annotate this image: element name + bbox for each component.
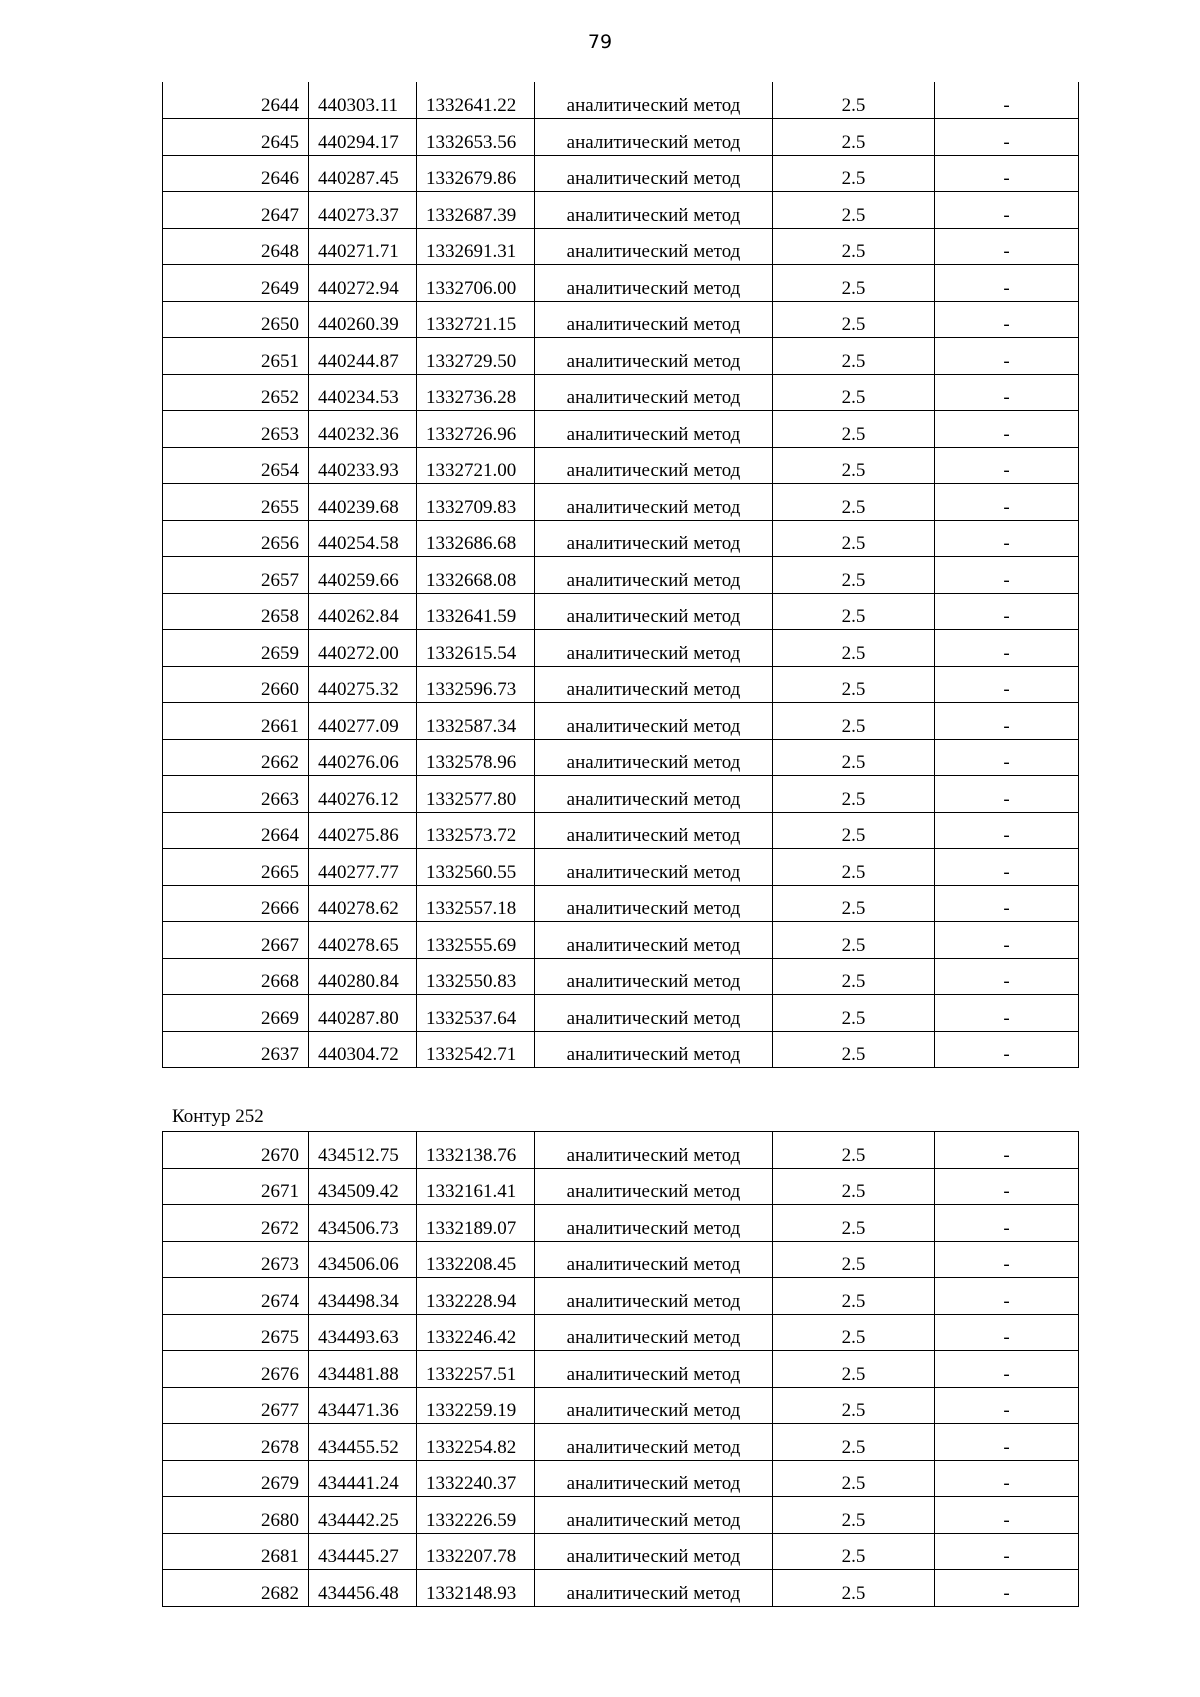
coordinates-table-continued [162,82,1079,1068]
table-row [163,1460,1079,1497]
point-number-cell: 2671 [163,1168,309,1205]
table-row [163,228,1079,265]
x-coordinate-cell: 434506.73 [309,1205,417,1242]
accuracy-cell: 2.5 [773,922,935,959]
method-cell: аналитический метод [535,374,773,411]
x-coordinate-cell: 440234.53 [309,374,417,411]
y-coordinate-cell: 1332729.50 [417,338,535,375]
method-cell: аналитический метод [535,1460,773,1497]
method-cell: аналитический метод [535,265,773,302]
y-coordinate-cell: 1332615.54 [417,630,535,667]
method-cell: аналитический метод [535,82,773,119]
x-coordinate-cell: 434512.75 [309,1132,417,1169]
table-row [163,484,1079,521]
accuracy-cell: 2.5 [773,155,935,192]
y-coordinate-cell: 1332138.76 [417,1132,535,1169]
note-cell: - [935,1031,1079,1068]
point-number-cell: 2676 [163,1351,309,1388]
x-coordinate-cell: 440259.66 [309,557,417,594]
point-number-cell: 2650 [163,301,309,338]
method-cell: аналитический метод [535,484,773,521]
point-number-cell: 2661 [163,703,309,740]
method-cell: аналитический метод [535,1132,773,1169]
table-row [163,922,1079,959]
point-number-cell: 2652 [163,374,309,411]
method-cell: аналитический метод [535,1424,773,1461]
point-number-cell: 2644 [163,82,309,119]
y-coordinate-cell: 1332555.69 [417,922,535,959]
note-cell: - [935,703,1079,740]
point-number-cell: 2672 [163,1205,309,1242]
table-row [163,995,1079,1032]
method-cell: аналитический метод [535,630,773,667]
point-number-cell: 2666 [163,885,309,922]
y-coordinate-cell: 1332257.51 [417,1351,535,1388]
x-coordinate-cell: 440262.84 [309,593,417,630]
table-row [163,593,1079,630]
note-cell: - [935,520,1079,557]
note-cell: - [935,1387,1079,1424]
note-cell: - [935,666,1079,703]
accuracy-cell: 2.5 [773,1387,935,1424]
point-number-cell: 2637 [163,1031,309,1068]
y-coordinate-cell: 1332726.96 [417,411,535,448]
accuracy-cell: 2.5 [773,1460,935,1497]
table-row [163,1424,1079,1461]
note-cell: - [935,1460,1079,1497]
y-coordinate-cell: 1332542.71 [417,1031,535,1068]
y-coordinate-cell: 1332560.55 [417,849,535,886]
note-cell: - [935,885,1079,922]
y-coordinate-cell: 1332226.59 [417,1497,535,1534]
x-coordinate-cell: 434481.88 [309,1351,417,1388]
y-coordinate-cell: 1332721.15 [417,301,535,338]
note-cell: - [935,484,1079,521]
note-cell: - [935,1497,1079,1534]
y-coordinate-cell: 1332578.96 [417,739,535,776]
accuracy-cell: 2.5 [773,228,935,265]
accuracy-cell: 2.5 [773,1168,935,1205]
point-number-cell: 2680 [163,1497,309,1534]
method-cell: аналитический метод [535,922,773,959]
method-cell: аналитический метод [535,885,773,922]
accuracy-cell: 2.5 [773,666,935,703]
x-coordinate-cell: 434498.34 [309,1278,417,1315]
point-number-cell: 2674 [163,1278,309,1315]
y-coordinate-cell: 1332207.78 [417,1533,535,1570]
method-cell: аналитический метод [535,228,773,265]
note-cell: - [935,776,1079,813]
x-coordinate-cell: 440276.12 [309,776,417,813]
point-number-cell: 2660 [163,666,309,703]
accuracy-cell: 2.5 [773,301,935,338]
method-cell: аналитический метод [535,447,773,484]
x-coordinate-cell: 434442.25 [309,1497,417,1534]
note-cell: - [935,1570,1079,1607]
table-row [163,1351,1079,1388]
x-coordinate-cell: 440278.62 [309,885,417,922]
table-row [163,192,1079,229]
x-coordinate-cell: 440232.36 [309,411,417,448]
x-coordinate-cell: 440303.11 [309,82,417,119]
point-number-cell: 2655 [163,484,309,521]
accuracy-cell: 2.5 [773,958,935,995]
point-number-cell: 2649 [163,265,309,302]
accuracy-cell: 2.5 [773,82,935,119]
method-cell: аналитический метод [535,703,773,740]
method-cell: аналитический метод [535,812,773,849]
x-coordinate-cell: 440239.68 [309,484,417,521]
y-coordinate-cell: 1332641.22 [417,82,535,119]
note-cell: - [935,958,1079,995]
method-cell: аналитический метод [535,155,773,192]
note-cell: - [935,155,1079,192]
accuracy-cell: 2.5 [773,739,935,776]
table-row [163,374,1079,411]
x-coordinate-cell: 434441.24 [309,1460,417,1497]
y-coordinate-cell: 1332189.07 [417,1205,535,1242]
point-number-cell: 2654 [163,447,309,484]
contour-label: Контур 252 [172,1106,264,1127]
x-coordinate-cell: 440294.17 [309,119,417,156]
note-cell: - [935,338,1079,375]
y-coordinate-cell: 1332537.64 [417,995,535,1032]
method-cell: аналитический метод [535,1533,773,1570]
x-coordinate-cell: 434506.06 [309,1241,417,1278]
note-cell: - [935,228,1079,265]
accuracy-cell: 2.5 [773,776,935,813]
note-cell: - [935,265,1079,302]
table-row [163,265,1079,302]
x-coordinate-cell: 434509.42 [309,1168,417,1205]
accuracy-cell: 2.5 [773,1205,935,1242]
table-row [163,1168,1079,1205]
note-cell: - [935,922,1079,959]
y-coordinate-cell: 1332259.19 [417,1387,535,1424]
accuracy-cell: 2.5 [773,520,935,557]
table-row [163,338,1079,375]
x-coordinate-cell: 440275.32 [309,666,417,703]
point-number-cell: 2675 [163,1314,309,1351]
point-number-cell: 2673 [163,1241,309,1278]
table-row [163,82,1079,119]
note-cell: - [935,1241,1079,1278]
point-number-cell: 2646 [163,155,309,192]
method-cell: аналитический метод [535,958,773,995]
y-coordinate-cell: 1332686.68 [417,520,535,557]
accuracy-cell: 2.5 [773,1424,935,1461]
method-cell: аналитический метод [535,1314,773,1351]
y-coordinate-cell: 1332228.94 [417,1278,535,1315]
accuracy-cell: 2.5 [773,630,935,667]
method-cell: аналитический метод [535,1497,773,1534]
point-number-cell: 2645 [163,119,309,156]
x-coordinate-cell: 434455.52 [309,1424,417,1461]
x-coordinate-cell: 440233.93 [309,447,417,484]
point-number-cell: 2648 [163,228,309,265]
note-cell: - [935,1205,1079,1242]
y-coordinate-cell: 1332691.31 [417,228,535,265]
x-coordinate-cell: 434456.48 [309,1570,417,1607]
x-coordinate-cell: 440244.87 [309,338,417,375]
method-cell: аналитический метод [535,1031,773,1068]
y-coordinate-cell: 1332641.59 [417,593,535,630]
accuracy-cell: 2.5 [773,1278,935,1315]
x-coordinate-cell: 440278.65 [309,922,417,959]
table-row [163,155,1079,192]
table-row [163,557,1079,594]
note-cell: - [935,593,1079,630]
note-cell: - [935,1351,1079,1388]
table-row [163,1241,1079,1278]
method-cell: аналитический метод [535,739,773,776]
method-cell: аналитический метод [535,119,773,156]
point-number-cell: 2647 [163,192,309,229]
accuracy-cell: 2.5 [773,484,935,521]
table-row [163,630,1079,667]
y-coordinate-cell: 1332161.41 [417,1168,535,1205]
point-number-cell: 2659 [163,630,309,667]
table-row [163,885,1079,922]
note-cell: - [935,1314,1079,1351]
y-coordinate-cell: 1332721.00 [417,447,535,484]
method-cell: аналитический метод [535,1351,773,1388]
x-coordinate-cell: 440260.39 [309,301,417,338]
method-cell: аналитический метод [535,593,773,630]
method-cell: аналитический метод [535,1205,773,1242]
table-row [163,1132,1079,1169]
point-number-cell: 2653 [163,411,309,448]
accuracy-cell: 2.5 [773,411,935,448]
note-cell: - [935,995,1079,1032]
note-cell: - [935,1278,1079,1315]
method-cell: аналитический метод [535,1387,773,1424]
method-cell: аналитический метод [535,411,773,448]
method-cell: аналитический метод [535,1278,773,1315]
point-number-cell: 2663 [163,776,309,813]
x-coordinate-cell: 440272.94 [309,265,417,302]
x-coordinate-cell: 434445.27 [309,1533,417,1570]
table-row [163,812,1079,849]
note-cell: - [935,82,1079,119]
point-number-cell: 2681 [163,1533,309,1570]
point-number-cell: 2662 [163,739,309,776]
note-cell: - [935,1132,1079,1169]
y-coordinate-cell: 1332550.83 [417,958,535,995]
method-cell: аналитический метод [535,849,773,886]
x-coordinate-cell: 440287.45 [309,155,417,192]
y-coordinate-cell: 1332577.80 [417,776,535,813]
table-row [163,739,1079,776]
y-coordinate-cell: 1332596.73 [417,666,535,703]
table-row [163,1314,1079,1351]
x-coordinate-cell: 440254.58 [309,520,417,557]
y-coordinate-cell: 1332254.82 [417,1424,535,1461]
note-cell: - [935,1424,1079,1461]
y-coordinate-cell: 1332587.34 [417,703,535,740]
note-cell: - [935,374,1079,411]
y-coordinate-cell: 1332706.00 [417,265,535,302]
y-coordinate-cell: 1332736.28 [417,374,535,411]
y-coordinate-cell: 1332240.37 [417,1460,535,1497]
accuracy-cell: 2.5 [773,265,935,302]
point-number-cell: 2657 [163,557,309,594]
point-number-cell: 2651 [163,338,309,375]
x-coordinate-cell: 440271.71 [309,228,417,265]
method-cell: аналитический метод [535,1241,773,1278]
table-row [163,1278,1079,1315]
method-cell: аналитический метод [535,557,773,594]
method-cell: аналитический метод [535,666,773,703]
y-coordinate-cell: 1332668.08 [417,557,535,594]
table-row [163,1205,1079,1242]
x-coordinate-cell: 440304.72 [309,1031,417,1068]
accuracy-cell: 2.5 [773,593,935,630]
x-coordinate-cell: 440272.00 [309,630,417,667]
accuracy-cell: 2.5 [773,447,935,484]
method-cell: аналитический метод [535,1168,773,1205]
table-row [163,666,1079,703]
y-coordinate-cell: 1332246.42 [417,1314,535,1351]
x-coordinate-cell: 440275.86 [309,812,417,849]
accuracy-cell: 2.5 [773,192,935,229]
note-cell: - [935,301,1079,338]
method-cell: аналитический метод [535,192,773,229]
x-coordinate-cell: 440277.77 [309,849,417,886]
method-cell: аналитический метод [535,301,773,338]
point-number-cell: 2670 [163,1132,309,1169]
y-coordinate-cell: 1332709.83 [417,484,535,521]
x-coordinate-cell: 440287.80 [309,995,417,1032]
y-coordinate-cell: 1332557.18 [417,885,535,922]
y-coordinate-cell: 1332687.39 [417,192,535,229]
y-coordinate-cell: 1332208.45 [417,1241,535,1278]
table-row [163,447,1079,484]
method-cell: аналитический метод [535,1570,773,1607]
point-number-cell: 2656 [163,520,309,557]
x-coordinate-cell: 440280.84 [309,958,417,995]
table-row [163,1570,1079,1607]
note-cell: - [935,192,1079,229]
accuracy-cell: 2.5 [773,812,935,849]
accuracy-cell: 2.5 [773,1031,935,1068]
method-cell: аналитический метод [535,995,773,1032]
table-row [163,301,1079,338]
note-cell: - [935,739,1079,776]
method-cell: аналитический метод [535,520,773,557]
y-coordinate-cell: 1332653.56 [417,119,535,156]
accuracy-cell: 2.5 [773,1314,935,1351]
accuracy-cell: 2.5 [773,1570,935,1607]
note-cell: - [935,557,1079,594]
point-number-cell: 2669 [163,995,309,1032]
table-row [163,703,1079,740]
note-cell: - [935,1533,1079,1570]
y-coordinate-cell: 1332679.86 [417,155,535,192]
table-row [163,1533,1079,1570]
table-row [163,1031,1079,1068]
accuracy-cell: 2.5 [773,1497,935,1534]
x-coordinate-cell: 440273.37 [309,192,417,229]
accuracy-cell: 2.5 [773,1351,935,1388]
point-number-cell: 2668 [163,958,309,995]
point-number-cell: 2678 [163,1424,309,1461]
accuracy-cell: 2.5 [773,703,935,740]
point-number-cell: 2665 [163,849,309,886]
coordinates-table-contour-252 [162,1131,1079,1607]
note-cell: - [935,849,1079,886]
table-row [163,520,1079,557]
coordinates-table-body [163,82,1079,1068]
x-coordinate-cell: 440277.09 [309,703,417,740]
point-number-cell: 2664 [163,812,309,849]
y-coordinate-cell: 1332148.93 [417,1570,535,1607]
page-number: 79 [587,31,613,53]
x-coordinate-cell: 440276.06 [309,739,417,776]
accuracy-cell: 2.5 [773,849,935,886]
point-number-cell: 2682 [163,1570,309,1607]
method-cell: аналитический метод [535,338,773,375]
method-cell: аналитический метод [535,776,773,813]
table-row [163,119,1079,156]
point-number-cell: 2667 [163,922,309,959]
table-row [163,958,1079,995]
accuracy-cell: 2.5 [773,557,935,594]
table-row [163,1497,1079,1534]
note-cell: - [935,812,1079,849]
note-cell: - [935,411,1079,448]
accuracy-cell: 2.5 [773,119,935,156]
accuracy-cell: 2.5 [773,1533,935,1570]
accuracy-cell: 2.5 [773,1241,935,1278]
note-cell: - [935,1168,1079,1205]
y-coordinate-cell: 1332573.72 [417,812,535,849]
accuracy-cell: 2.5 [773,338,935,375]
x-coordinate-cell: 434493.63 [309,1314,417,1351]
point-number-cell: 2658 [163,593,309,630]
table-row [163,1387,1079,1424]
note-cell: - [935,447,1079,484]
point-number-cell: 2677 [163,1387,309,1424]
table-row [163,411,1079,448]
point-number-cell: 2679 [163,1460,309,1497]
accuracy-cell: 2.5 [773,374,935,411]
table-row [163,776,1079,813]
accuracy-cell: 2.5 [773,995,935,1032]
accuracy-cell: 2.5 [773,885,935,922]
note-cell: - [935,630,1079,667]
table-row [163,849,1079,886]
accuracy-cell: 2.5 [773,1132,935,1169]
coordinates-table-body [163,1132,1079,1607]
note-cell: - [935,119,1079,156]
x-coordinate-cell: 434471.36 [309,1387,417,1424]
